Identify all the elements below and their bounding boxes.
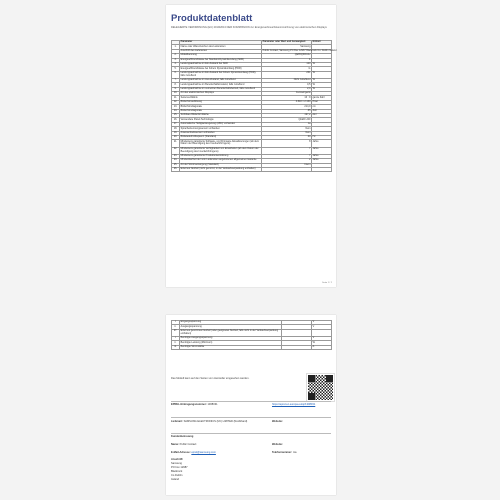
eprel-value: 1308031 — [207, 403, 218, 406]
row-parameter: Benötigte Ausgangsspannung — [180, 336, 282, 340]
row-number: 3. — [172, 58, 180, 62]
row-number: 4. — [172, 62, 180, 66]
row-unit: W — [312, 87, 332, 91]
row-unit: Hz — [312, 136, 332, 140]
address-label: Anschrift: — [171, 458, 184, 461]
row-unit: V — [312, 336, 332, 340]
row-parameter: Anwesenheitssensor vorhanden — [180, 131, 262, 135]
row-number: 12. — [172, 100, 180, 104]
eprel-label: EPREL-Eintragungsnummer: — [171, 403, 207, 406]
row-unit: Jahre — [312, 154, 332, 158]
row-unit: W — [312, 341, 332, 345]
product-data-table — [171, 40, 337, 172]
row-unit: Pixel — [312, 100, 332, 104]
row-value: Intern — [262, 163, 312, 167]
header-parameter: Parameter — [180, 41, 262, 45]
supplier-label: Lieferant: — [171, 420, 183, 423]
row-value: Samsung — [262, 45, 312, 49]
table-row — [172, 167, 332, 171]
row-parameter: Mindestlaufzeit der vom Lieferanten angebotenen allgemeinen Garantie — [180, 159, 262, 163]
row-number: 25. — [172, 163, 180, 167]
row-value: Nicht zutreffend — [262, 78, 312, 82]
row-parameter: Bildschirmdiagonale — [180, 105, 262, 109]
header-value: Parameter oder Wert und Genauigkeit — [262, 41, 312, 45]
row-value: 8 — [262, 140, 312, 147]
row-parameter: Automatische Helligkeitsregelung (ABC) vorhanden — [180, 122, 262, 126]
phone-value: n/a — [292, 451, 297, 454]
row-unit: W — [312, 62, 332, 66]
row-parameter: Art der Stromversorgung (Standard) — [180, 163, 262, 167]
row-number: iii. — [172, 345, 180, 349]
row-parameter: Art des elektronischen Displays — [180, 92, 262, 96]
row-number: 18. — [172, 127, 180, 131]
row-value: 7 — [262, 154, 312, 158]
row-value: 261 — [262, 71, 312, 78]
row-parameter: Leistungsaufnahme im Ein-Zustand bei SDR — [180, 62, 262, 66]
row-unit: cm — [312, 105, 332, 109]
row-unit: W — [312, 83, 332, 87]
row-parameter: Externes genormtes Netzteil (oder geeignetes Netzteil, falls nicht in der Verkaufsverpackung enthalten) — [180, 329, 282, 336]
row-parameter: Anschrift des Lieferanten — [180, 49, 262, 53]
customer-service-title: Kundenbetreuung — [171, 435, 194, 438]
model-note: Das Modell kann auf den Seiten vom Hersteller eingesehen werden. — [171, 377, 250, 380]
row-parameter: Benötigte Leistung (Minimum) — [180, 341, 282, 345]
row-value — [262, 167, 312, 171]
row-value: 85 — [262, 109, 312, 113]
supplier-row — [171, 420, 261, 423]
row-unit: ganze Zahl — [312, 96, 332, 100]
row-value: 0,5 — [262, 83, 312, 87]
row-parameter: Leistungsaufnahme im Ein-Zustand bei hohem Dynamikumfang (HDR), falls zutreffend — [180, 71, 262, 78]
row-number: 5. — [172, 67, 180, 71]
row-value: 197,2 — [262, 114, 312, 118]
row-number: ii. — [172, 341, 180, 345]
row-value: 2 — [262, 159, 312, 163]
row-number: 16. — [172, 118, 180, 122]
name-value: Public Contact — [179, 443, 197, 446]
row-unit: Jahre — [312, 147, 332, 154]
row-value: 2,0 — [262, 87, 312, 91]
row-number: 10. — [172, 92, 180, 96]
row-value: Ja — [262, 122, 312, 126]
supplier-value: SAMSUNG ELECTRONICS (UK) LIMITED (Nordirland) — [183, 420, 248, 423]
qr-code-icon[interactable] — [307, 374, 334, 401]
row-unit: W — [312, 71, 332, 78]
row-unit — [312, 329, 332, 336]
row-number: 19. — [172, 131, 180, 135]
row-parameter: Benötigte Stromstärke — [180, 345, 282, 349]
email-row — [171, 451, 216, 454]
eprel-row — [171, 403, 218, 406]
row-parameter: Name oder Warenzeichen des Lieferanten — [180, 45, 262, 49]
row-value: Nein — [262, 131, 312, 135]
row-number: 22. — [172, 147, 180, 154]
row-unit: dm² — [312, 114, 332, 118]
row-unit: A — [312, 345, 332, 349]
row-value: 3.840 × 2.160 — [262, 100, 312, 104]
row-parameter: Modellkennung — [180, 54, 262, 58]
power-supply-table — [171, 320, 332, 350]
row-number: 8. — [172, 83, 180, 87]
row-unit: Jahre — [312, 159, 332, 163]
eprel-link[interactable]: https://eprel.ec.europa.eu/qr/1308031 — [272, 403, 316, 406]
name-label: Name: — [171, 443, 179, 446]
page-title: Produktdatenblatt — [171, 13, 253, 24]
row-number: 14. — [172, 109, 180, 113]
row-number: 27. — [172, 329, 180, 336]
address-line: Blackrock — [171, 470, 183, 473]
row-parameter: Leistungsaufnahme im vernetzten Bereitschaftsbetrieb, falls zutreffend — [180, 87, 262, 91]
row-number: ii. — [172, 325, 180, 329]
row-parameter: Bildwiederholfrequenz (Standard) — [180, 136, 262, 140]
row-unit — [312, 167, 332, 171]
row-parameter: Externes Netzteil (nicht genormt, in der Verkaufsverpackung enthalten) — [180, 167, 262, 171]
row-number: 9. — [172, 87, 180, 91]
divider — [171, 433, 331, 434]
row-parameter: Mindestens garantierte Verfügbarkeit von Ersatzteilen (ab dem Datum der Beendigung des Inverkehrbringens) — [180, 147, 262, 154]
email-label: E-Mail-Adresse: — [171, 451, 191, 454]
address-line: Co Dublin — [171, 474, 183, 477]
row-parameter: Mindestens garantierte Software- und Firmware-Aktualisierungen (ab dem Datum der Beendigung des Inverkehrbringens) — [180, 140, 262, 147]
row-value — [282, 345, 312, 349]
row-unit: V — [312, 325, 332, 329]
row-number: 23. — [172, 154, 180, 158]
row-parameter: Verwendete Panel-Technologie — [180, 118, 262, 122]
row-value: Public Contact, Samsung PO Box 12987 Blackrock Co. Dublin Ireland — [262, 49, 337, 53]
row-number: 13. — [172, 105, 180, 109]
table-row — [172, 140, 332, 147]
phone-row — [272, 451, 296, 454]
row-value: 120 — [262, 62, 312, 66]
row-number: i. — [172, 321, 180, 325]
row-number: 26. — [172, 167, 180, 171]
address-line: PO box 12987 — [171, 466, 188, 469]
datasheet-page-2 — [166, 315, 336, 495]
row-number: 21. — [172, 140, 180, 147]
row-value: 7 — [262, 147, 312, 154]
row-number: i. — [172, 336, 180, 340]
row-number: 1. — [172, 45, 180, 49]
table-row — [172, 345, 332, 349]
row-unit: Jahre — [312, 140, 332, 147]
row-value: F — [262, 58, 312, 62]
email-link[interactable]: eprel@samsung.com — [191, 451, 216, 454]
row-parameter: Sichtbare Bildschirmfläche — [180, 114, 262, 118]
row-number: 11. — [172, 96, 180, 100]
row-value: 60 — [262, 136, 312, 140]
row-unit: Zoll — [312, 109, 332, 113]
divider — [171, 401, 331, 402]
row-value: 214,0 — [262, 105, 312, 109]
row-unit: W — [312, 78, 332, 82]
row-value: Nein — [262, 127, 312, 131]
row-parameter: Energieeffizienzklasse bei hohem Dynamikumfang (HDR) — [180, 67, 262, 71]
row-number: 24. — [172, 159, 180, 163]
row-value — [282, 329, 312, 336]
row-parameter: Bildschirmdiagonale — [180, 109, 262, 113]
row-parameter: Energieeffizienzklasse bei Standard-Dynamikumfang (SDR) — [180, 58, 262, 62]
row-number: 17. — [172, 122, 180, 126]
contact-name-row — [171, 443, 196, 446]
row-parameter: Ausgangsspannung — [180, 325, 282, 329]
row-number: 7. — [172, 78, 180, 82]
address-line: Samsung — [171, 462, 182, 465]
page-number: Seite 1 / 2 — [322, 282, 332, 284]
row-number: 15. — [172, 114, 180, 118]
header-unit: Einheit — [312, 41, 332, 45]
divider — [171, 417, 331, 418]
row-value: 16 : 9 — [262, 96, 312, 100]
row-parameter: Mindestens garantierte Produktunterstützung — [180, 154, 262, 158]
row-parameter: Spracherkennungssensor vorhanden — [180, 127, 262, 131]
row-value: QLED LCD — [262, 118, 312, 122]
regulation-intro: DELEGIERTE VERORDNUNG (EU) 2019/2013 DER KOMMISSION zur Energieverbrauchskennzeichnung von elektronischen Displays — [171, 26, 327, 29]
row-parameter: Leistungsaufnahme im Bereitschaftszustand, falls zutreffend — [180, 83, 262, 87]
row-parameter: Bildschirmauflösung — [180, 100, 262, 104]
website-label: Website: — [272, 420, 283, 423]
row-value: Fernsehgerät — [262, 92, 312, 96]
row-number: 2. — [172, 54, 180, 58]
datasheet-page-1 — [166, 5, 336, 287]
row-number: 20. — [172, 136, 180, 140]
website2-label: Website: — [272, 443, 283, 446]
address-line: Ireland — [171, 478, 179, 481]
row-value: QE85Q60CAU — [262, 54, 312, 58]
row-number: 6. — [172, 71, 180, 78]
row-parameter: Seitenverhältnis — [180, 96, 262, 100]
row-unit: V — [312, 321, 332, 325]
phone-label: Telefonnummer: — [272, 451, 293, 454]
row-parameter: Eingangsspannung — [180, 321, 282, 325]
row-parameter: Leistungsaufnahme im Aus-Zustand, falls zutreffend — [180, 78, 262, 82]
row-value: G — [262, 67, 312, 71]
